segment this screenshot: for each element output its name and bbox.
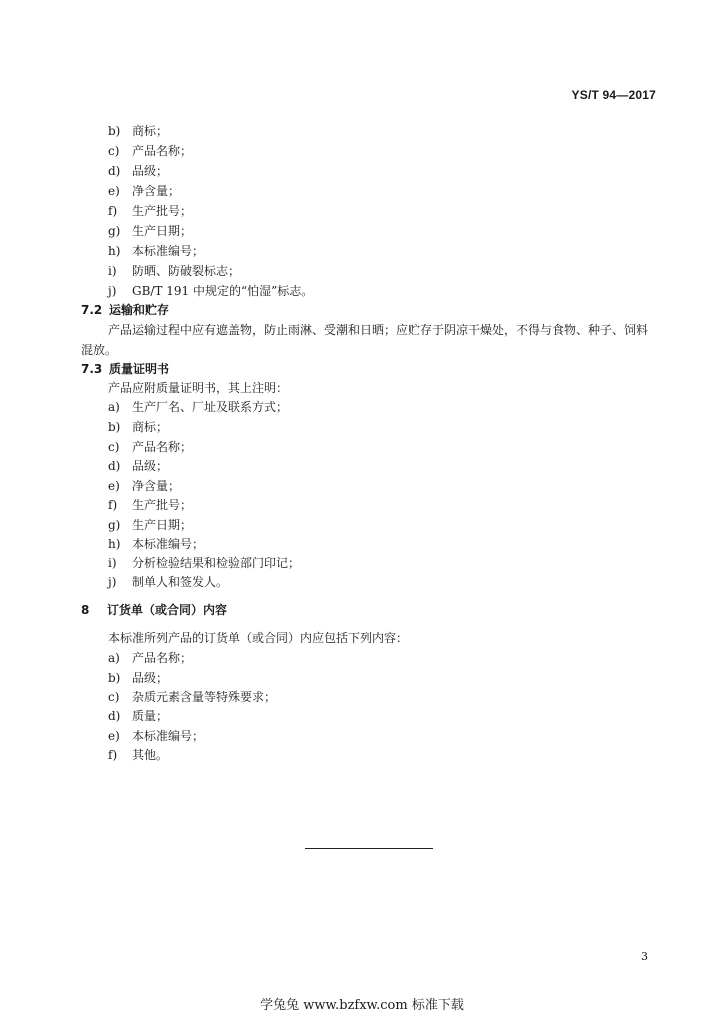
item-label: g) <box>108 224 121 238</box>
section-title: 运输和贮存 <box>109 303 170 317</box>
item-label: e) <box>108 729 120 743</box>
list-item <box>108 648 192 668</box>
list-item <box>108 201 192 221</box>
list-item <box>108 221 192 241</box>
item-label: c) <box>108 144 120 158</box>
item-label: b) <box>108 420 121 434</box>
item-text: 杂质元素含量等特殊要求； <box>132 690 277 704</box>
item-label: f) <box>108 204 118 218</box>
paragraph: 产品应附质量证明书，其上注明： <box>108 381 289 395</box>
item-text: 生产厂名、厂址及联系方式； <box>132 400 289 414</box>
item-text: 品级； <box>132 164 169 178</box>
paragraph: 产品运输过程中应有遮盖物，防止雨淋、受潮和日晒；应贮存于阴凉干燥处，不得与食物、种子、饲料 <box>108 323 649 337</box>
section-title: 质量证明书 <box>109 362 170 376</box>
list-item <box>108 397 288 417</box>
item-label: d) <box>108 459 121 473</box>
list-item <box>108 687 276 707</box>
item-label: i) <box>108 264 117 278</box>
list-item <box>108 745 168 765</box>
item-label: h) <box>108 244 121 258</box>
list-item <box>108 476 180 496</box>
item-text: 其他。 <box>132 748 169 762</box>
list-item <box>108 668 168 688</box>
section-title: 订货单（或合同）内容 <box>107 603 228 617</box>
item-label: e) <box>108 184 120 198</box>
section-heading-7-3 <box>81 359 169 379</box>
item-text: 本标准编号； <box>132 244 205 258</box>
list-item <box>108 706 168 726</box>
item-label: j) <box>108 575 117 589</box>
list-item <box>108 241 204 261</box>
item-text: 净含量； <box>132 184 181 198</box>
item-label: b) <box>108 671 121 685</box>
paragraph-continuation: 混放。 <box>81 343 118 357</box>
item-label: d) <box>108 709 121 723</box>
item-label: a) <box>108 651 120 665</box>
list-item <box>108 553 300 573</box>
item-text: 品级； <box>132 459 169 473</box>
item-text: 商标； <box>132 420 169 434</box>
item-text: 分析检验结果和检验部门印记； <box>132 556 301 570</box>
item-text: 净含量； <box>132 479 181 493</box>
item-label: f) <box>108 748 118 762</box>
item-text: 生产批号； <box>132 498 193 512</box>
item-label: i) <box>108 556 117 570</box>
list-item <box>108 726 204 746</box>
list-item <box>108 572 228 592</box>
item-text: 生产日期； <box>132 518 193 532</box>
paragraph: 本标准所列产品的订货单（或合同）内应包括下列内容： <box>108 631 409 645</box>
section-number: 7.3 <box>81 362 103 376</box>
item-label: d) <box>108 164 121 178</box>
item-label: a) <box>108 400 120 414</box>
item-text: 产品名称； <box>132 651 193 665</box>
end-of-document-rule <box>305 848 433 849</box>
item-label: g) <box>108 518 121 532</box>
section-heading-7-2 <box>81 300 169 320</box>
list-item <box>108 515 192 535</box>
list-item <box>108 181 180 201</box>
list-item <box>108 281 313 301</box>
list-item <box>108 161 168 181</box>
section-heading-8 <box>81 600 227 620</box>
standard-code: YS/T 94—2017 <box>571 88 656 102</box>
item-text: 本标准编号； <box>132 537 205 551</box>
list-item <box>108 417 168 437</box>
item-label: b) <box>108 124 121 138</box>
item-text: 产品名称； <box>132 440 193 454</box>
section-number: 7.2 <box>81 303 103 317</box>
list-item <box>108 141 192 161</box>
list-item <box>108 437 192 457</box>
item-label: j) <box>108 284 117 298</box>
list-item <box>108 456 168 476</box>
list-item <box>108 495 192 515</box>
item-label: e) <box>108 479 120 493</box>
section-number: 8 <box>81 603 90 617</box>
page-number: 3 <box>641 950 648 963</box>
item-text: 本标准编号； <box>132 729 205 743</box>
item-text: GB/T 191 中规定的“怕湿”标志。 <box>132 284 314 298</box>
item-text: 防晒、防破裂标志； <box>132 264 241 278</box>
item-text: 产品名称； <box>132 144 193 158</box>
item-text: 品级； <box>132 671 169 685</box>
item-label: h) <box>108 537 121 551</box>
item-text: 商标； <box>132 124 169 138</box>
list-item <box>108 534 204 554</box>
item-label: c) <box>108 440 120 454</box>
item-text: 生产日期； <box>132 224 193 238</box>
item-label: c) <box>108 690 120 704</box>
list-item <box>108 261 240 281</box>
item-label: f) <box>108 498 118 512</box>
item-text: 制单人和签发人。 <box>132 575 229 589</box>
list-item <box>108 121 168 141</box>
item-text: 生产批号； <box>132 204 193 218</box>
footer-watermark-text: 学兔兔 www.bzfxw.com 标准下载 <box>260 998 464 1013</box>
item-text: 质量； <box>132 709 169 723</box>
